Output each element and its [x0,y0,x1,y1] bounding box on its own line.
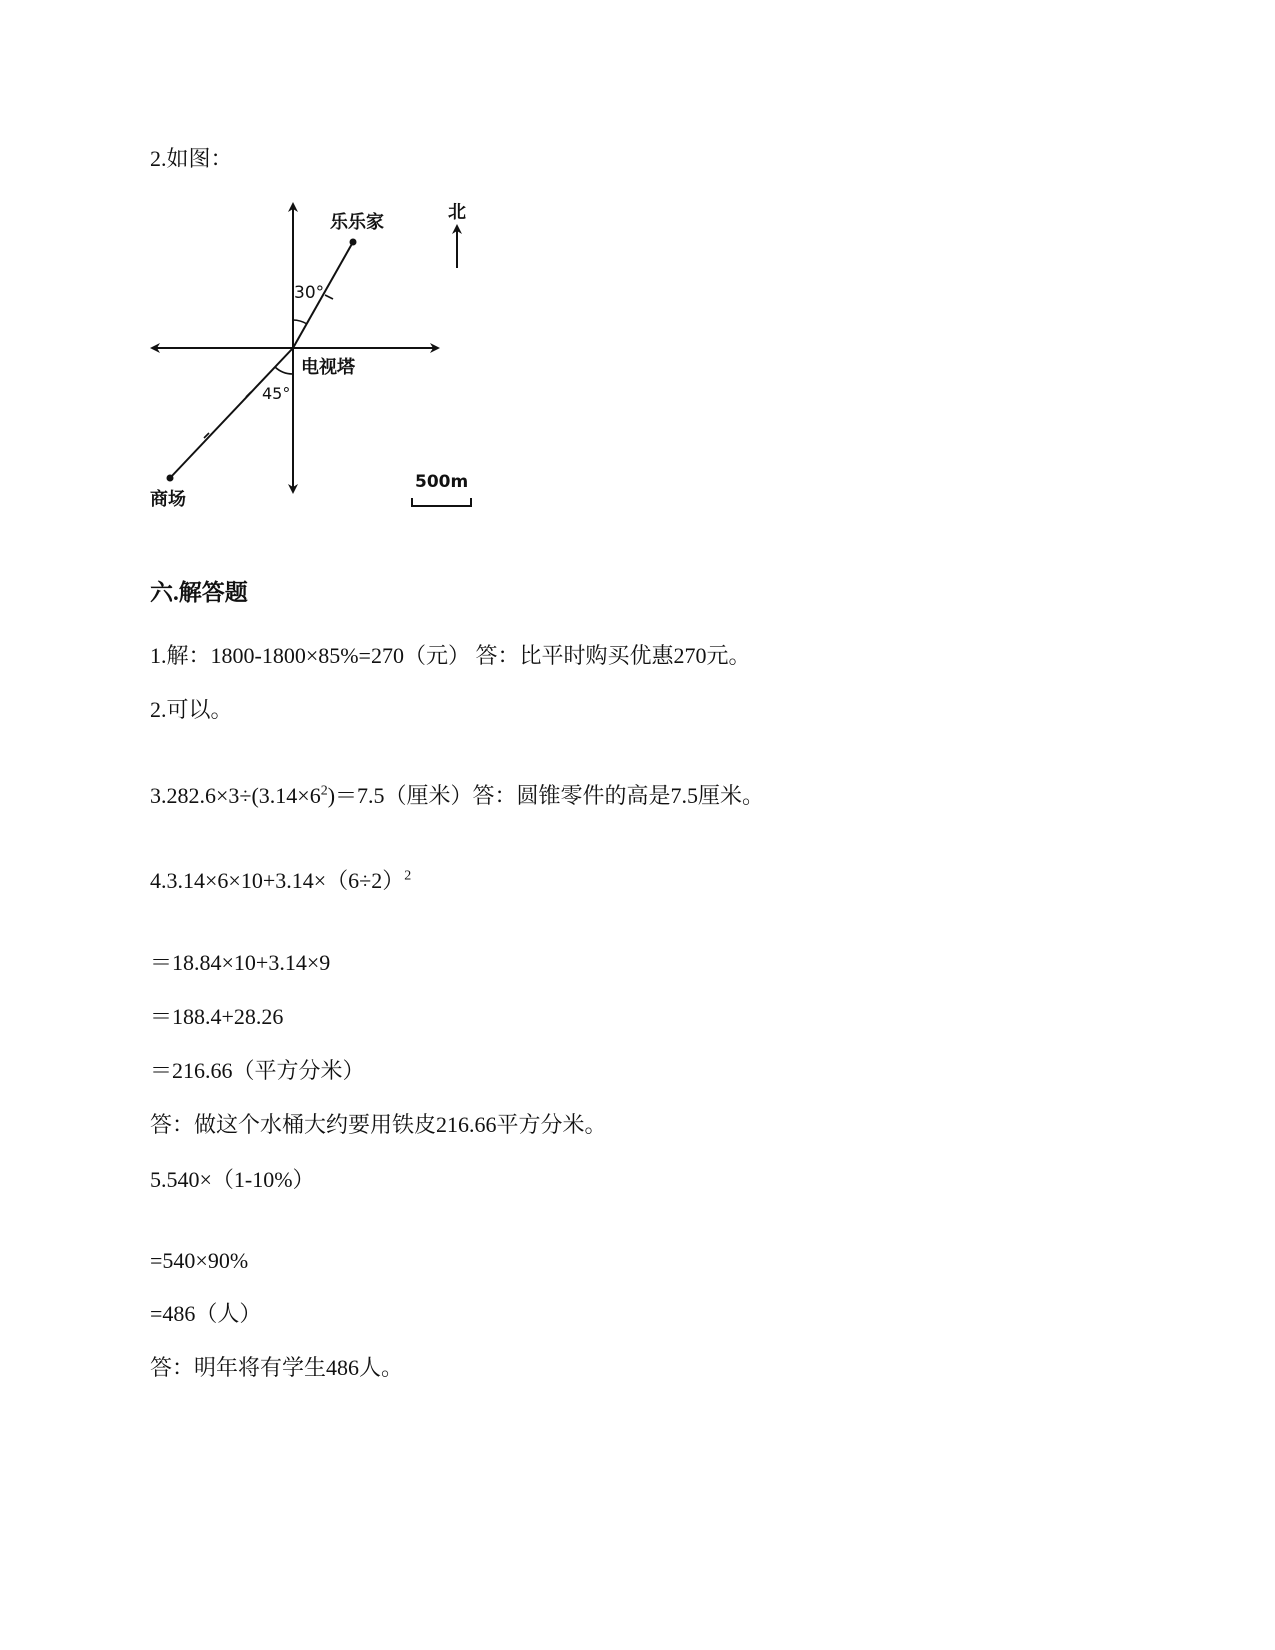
angle-label-45: 45° [262,384,291,403]
answer-2: 2.可以。 [150,697,233,722]
section-title: 六.解答题 [150,580,248,605]
answer-5-conclusion: 答：明年将有学生486人。 [150,1355,404,1380]
answer-4-expression: 4.3.14×6×10+3.14×（6÷2） [150,868,405,893]
home-label: 乐乐家 [330,212,384,233]
answer-3-expression: 3.282.6×3÷(3.14×6 [150,783,321,808]
item-2-label: 2.如图： [150,146,233,171]
answer-4-step-1: ＝18.84×10+3.14×9 [150,950,331,975]
angle-label-30: 30° [294,283,325,303]
angle-arc-30 [293,320,307,324]
answer-4-step-3: ＝216.66（平方分米） [150,1058,365,1083]
answer-5-step-2: =486（人） [150,1301,262,1326]
answer-4-conclusion: 答：做这个水桶大约要用铁皮216.66平方分米。 [150,1112,607,1137]
mall-point [167,475,174,482]
answer-1: 1.解：1800-1800×85%=270（元） 答：比平时购买优惠270元。 [150,643,751,668]
answer-3 [150,785,764,807]
answer-4 [150,870,411,892]
north-label: 北 [448,202,466,223]
answer-5: 5.540×（1-10%） [150,1167,315,1192]
answer-3-exponent: 2 [320,783,328,799]
tower-label: 电视塔 [301,357,355,378]
angle-arc-45 [275,367,293,374]
scale-bar [412,498,471,506]
home-point [350,239,357,246]
scale-label: 500m [415,472,469,492]
direction-map-figure [140,196,500,536]
answer-4-step-2: ＝188.4+28.26 [150,1004,284,1029]
answer-3-result: )＝7.5（厘米）答：圆锥零件的高是7.5厘米。 [327,783,765,808]
mall-label: 商场 [150,489,186,510]
answer-5-step-1: =540×90% [150,1248,249,1273]
answer-4-exponent: 2 [404,868,412,884]
home-tick [325,295,333,299]
